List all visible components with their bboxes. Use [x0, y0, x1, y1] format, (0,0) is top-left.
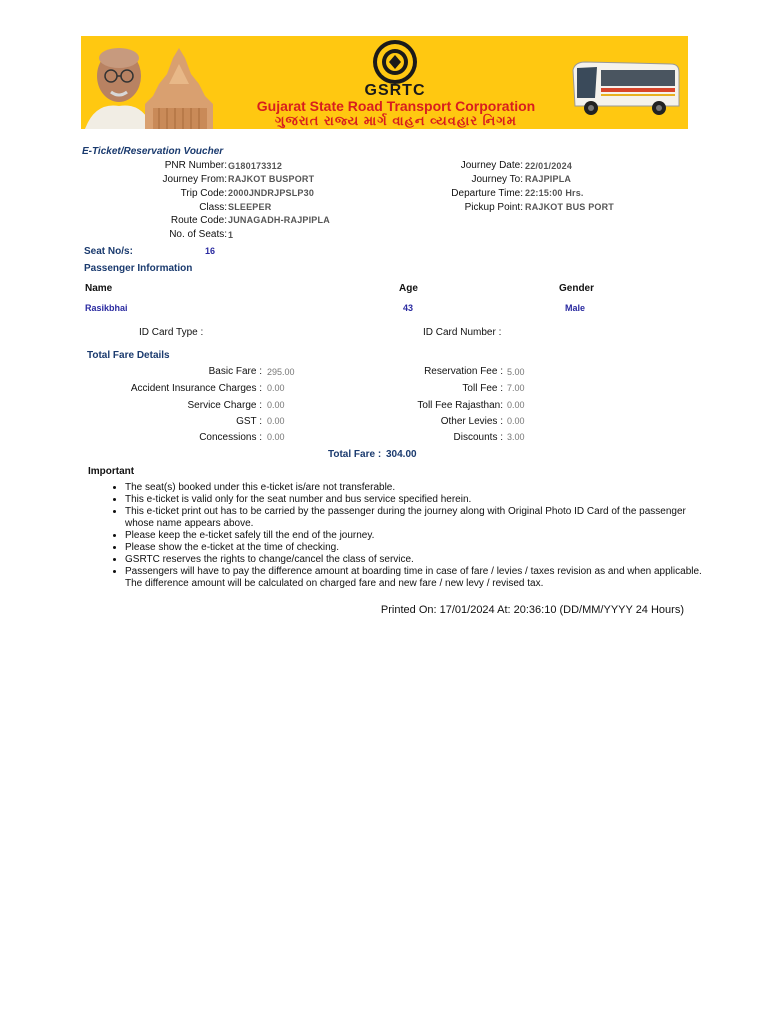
concessions-label: Concessions :	[199, 432, 262, 443]
org-name-gujarati: ગુજરાત રાજ્ય માર્ગ વાહન વ્યવહાર નિગમ	[275, 113, 517, 128]
departure-time-label: Departure Time:	[451, 188, 523, 199]
departure-time-value: 22:15:00 Hrs.	[525, 188, 584, 198]
trip-code-label: Trip Code:	[180, 188, 227, 199]
pickup-point-label: Pickup Point:	[464, 202, 523, 213]
list-item: • GSRTC reserves the rights to change/cancel the class of service.	[125, 554, 705, 566]
toll-fee-label: Toll Fee :	[462, 383, 503, 394]
journey-date-label: Journey Date:	[460, 160, 523, 171]
route-code-value: JUNAGADH-RAJPIPLA	[228, 215, 330, 225]
service-charge-value: 0.00	[267, 400, 285, 410]
voucher-title: E-Ticket/Reservation Voucher	[82, 146, 224, 157]
bus-image	[567, 58, 683, 118]
column-header-age: Age	[399, 283, 418, 294]
gst-label: GST :	[236, 416, 262, 427]
seat-label: Seat No/s:	[84, 246, 133, 257]
important-title: Important	[88, 466, 135, 477]
list-item: • Please show the e-ticket at the time of checking.	[125, 542, 705, 554]
toll-fee-value: 7.00	[507, 383, 525, 393]
toll-fee-rajasthan-label: Toll Fee Rajasthan:	[417, 400, 503, 411]
pickup-point-value: RAJKOT BUS PORT	[525, 202, 615, 212]
header-banner	[81, 36, 688, 129]
basic-fare-label: Basic Fare :	[208, 366, 262, 377]
other-levies-value: 0.00	[507, 416, 525, 426]
list-item: • This e-ticket is valid only for the seat number and bus service specified herein.	[125, 494, 705, 506]
pnr-value: G180173312	[228, 161, 283, 171]
trip-code-value: 2000JNDRJPSLP30	[228, 188, 315, 198]
brand-short-name: GSRTC	[364, 82, 426, 99]
pnr-label: PNR Number:	[164, 160, 227, 171]
discounts-value: 3.00	[507, 432, 525, 442]
seats-count-label: No. of Seats:	[169, 229, 227, 240]
total-fare-value: 304.00	[386, 449, 417, 460]
column-header-name: Name	[85, 283, 113, 294]
accident-insurance-value: 0.00	[267, 383, 285, 393]
seats-count-value: 1	[228, 230, 234, 240]
class-value: SLEEPER	[228, 202, 272, 212]
journey-to-value: RAJPIPLA	[525, 174, 572, 184]
gst-value: 0.00	[267, 416, 285, 426]
list-item: • The seat(s) booked under this e-ticket is/are not transferable.	[125, 482, 705, 494]
seat-value: 16	[205, 246, 216, 256]
concessions-value: 0.00	[267, 432, 285, 442]
id-card-number-label: ID Card Number :	[423, 327, 502, 338]
fare-section-title: Total Fare Details	[87, 350, 170, 361]
other-levies-label: Other Levies :	[440, 416, 503, 427]
list-item: • Please keep the e-ticket safely till the end of the journey.	[125, 530, 705, 542]
org-name-english: Gujarat State Road Transport Corporation	[256, 98, 536, 114]
column-header-gender: Gender	[559, 283, 595, 294]
basic-fare-value: 295.00	[267, 367, 295, 377]
journey-to-label: Journey To:	[471, 174, 523, 185]
total-fare-label: Total Fare :	[328, 449, 382, 460]
journey-from-label: Journey From:	[162, 174, 227, 185]
passenger-gender: Male	[565, 303, 586, 313]
toll-fee-rajasthan-value: 0.00	[507, 400, 525, 410]
journey-from-value: RAJKOT BUSPORT	[228, 174, 315, 184]
route-code-label: Route Code:	[170, 215, 227, 226]
discounts-label: Discounts :	[453, 432, 503, 443]
list-item: • This e-ticket print out has to be carried by the passenger during the journey along with Original Photo ID Card of the passenger whose name appears above.	[125, 506, 705, 530]
list-item: • Passengers will have to pay the difference amount at boarding time in case of fare / levies / taxes revision as and when applicable. The difference amount will be calculated on charged fare and new fare / new levy / revised tax.	[125, 566, 705, 590]
reservation-fee-label: Reservation Fee :	[424, 366, 503, 377]
passenger-section-title: Passenger Information	[84, 263, 193, 274]
service-charge-label: Service Charge :	[187, 400, 262, 411]
accident-insurance-label: Accident Insurance Charges :	[130, 383, 262, 394]
journey-date-value: 22/01/2024	[525, 161, 573, 171]
passenger-name: Rasikbhai	[85, 303, 128, 313]
gsrtc-logo	[372, 39, 418, 85]
passenger-age: 43	[403, 303, 414, 313]
printed-on-timestamp: Printed On: 17/01/2024 At: 20:36:10 (DD/MM/YYYY 24 Hours)	[380, 604, 684, 616]
reservation-fee-value: 5.00	[507, 367, 525, 377]
temple-image	[139, 44, 221, 129]
id-card-type-label: ID Card Type :	[139, 327, 204, 338]
class-label: Class:	[199, 202, 227, 213]
important-notes-list	[108, 482, 705, 590]
